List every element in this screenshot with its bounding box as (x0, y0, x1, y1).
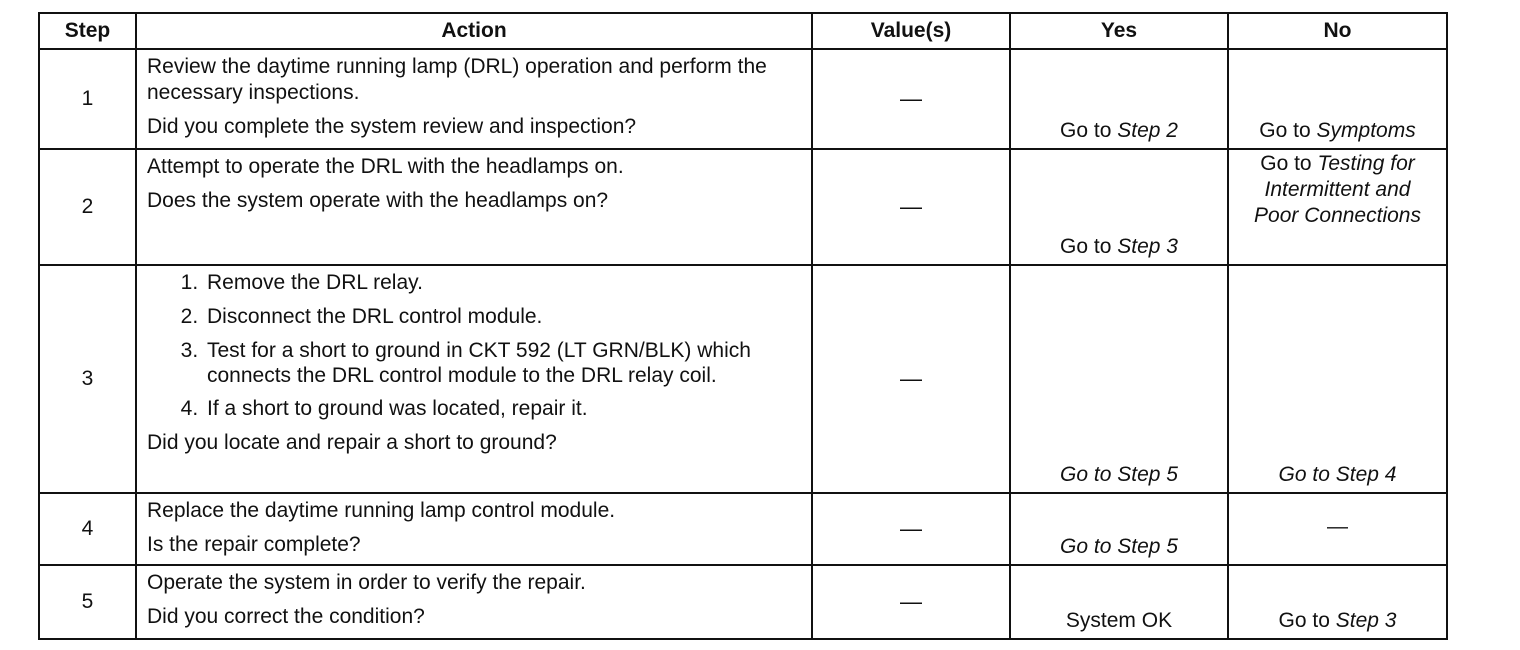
action-question: Did you correct the condition? (147, 605, 425, 628)
value-cell: — (812, 149, 1010, 265)
no-prefix: Go to (1259, 119, 1311, 142)
action-question: Is the repair complete? (147, 533, 361, 556)
no-symptoms-link[interactable]: Symptoms (1316, 119, 1416, 142)
action-text: Review the daytime running lamp (DRL) operation and perform the necessary inspections. (147, 55, 767, 104)
table-row (39, 49, 1447, 149)
yes-step-link[interactable]: Step 3 (1117, 235, 1178, 258)
value-cell: — (812, 265, 1010, 493)
header-yes: Yes (1010, 13, 1228, 49)
action-text: Replace the daytime running lamp control module. (147, 499, 616, 522)
no-cell: — (1228, 493, 1447, 565)
table-row (39, 265, 1447, 493)
action-cell (136, 265, 812, 493)
step-number: 1 (39, 49, 136, 149)
no-step-link[interactable]: Step 3 (1335, 609, 1397, 632)
action-question: Does the system operate with the headlamps on? (147, 189, 609, 212)
action-cell (136, 149, 812, 265)
yes-status: System OK (1010, 565, 1228, 639)
action-list-item: 1. Remove the DRL relay. (204, 270, 803, 296)
diagnostic-table (38, 12, 1448, 640)
yes-step-link[interactable]: Go to Step 5 (1010, 493, 1228, 565)
no-cell (1228, 149, 1447, 265)
action-list-item: 2. Disconnect the DRL control module. (204, 304, 803, 330)
action-question: Did you locate and repair a short to ground? (147, 431, 557, 454)
header-row (39, 13, 1447, 49)
value-cell: — (812, 49, 1010, 149)
action-cell (136, 493, 812, 565)
action-list-item: 3. Test for a short to ground in CKT 592 (LT GRN/BLK) which connects the DRL control module to the DRL relay coil. (204, 338, 803, 388)
yes-step-link[interactable]: Go to Step 5 (1010, 265, 1228, 493)
step-number: 2 (39, 149, 136, 265)
action-cell (136, 565, 812, 639)
yes-prefix: Go to (1060, 235, 1112, 258)
table-row (39, 149, 1447, 265)
action-list (147, 270, 803, 422)
header-no: No (1228, 13, 1447, 49)
table-row (39, 493, 1447, 565)
action-text: Operate the system in order to verify the repair. (147, 571, 586, 594)
step-number: 3 (39, 265, 136, 493)
header-action: Action (136, 13, 812, 49)
value-cell: — (812, 493, 1010, 565)
header-values: Value(s) (812, 13, 1010, 49)
no-prefix: Go to (1278, 609, 1330, 632)
action-question: Did you complete the system review and inspection? (147, 115, 637, 138)
action-cell (136, 49, 812, 149)
step-number: 5 (39, 565, 136, 639)
no-prefix: Go to (1260, 152, 1312, 175)
action-list-item: 4. If a short to ground was located, repair it. (204, 396, 803, 422)
value-cell: — (812, 565, 1010, 639)
yes-prefix: Go to (1060, 119, 1112, 142)
no-cell (1228, 49, 1447, 149)
yes-step-link[interactable]: Step 2 (1117, 119, 1178, 142)
yes-cell (1010, 49, 1228, 149)
action-text: Attempt to operate the DRL with the headlamps on. (147, 155, 624, 178)
no-step-link[interactable]: Go to Step 4 (1228, 265, 1447, 493)
no-testing-link[interactable]: Testing for Intermittent and Poor Connections (1254, 152, 1421, 227)
no-cell (1228, 565, 1447, 639)
step-number: 4 (39, 493, 136, 565)
header-step: Step (39, 13, 136, 49)
table-row (39, 565, 1447, 639)
yes-cell (1010, 149, 1228, 265)
